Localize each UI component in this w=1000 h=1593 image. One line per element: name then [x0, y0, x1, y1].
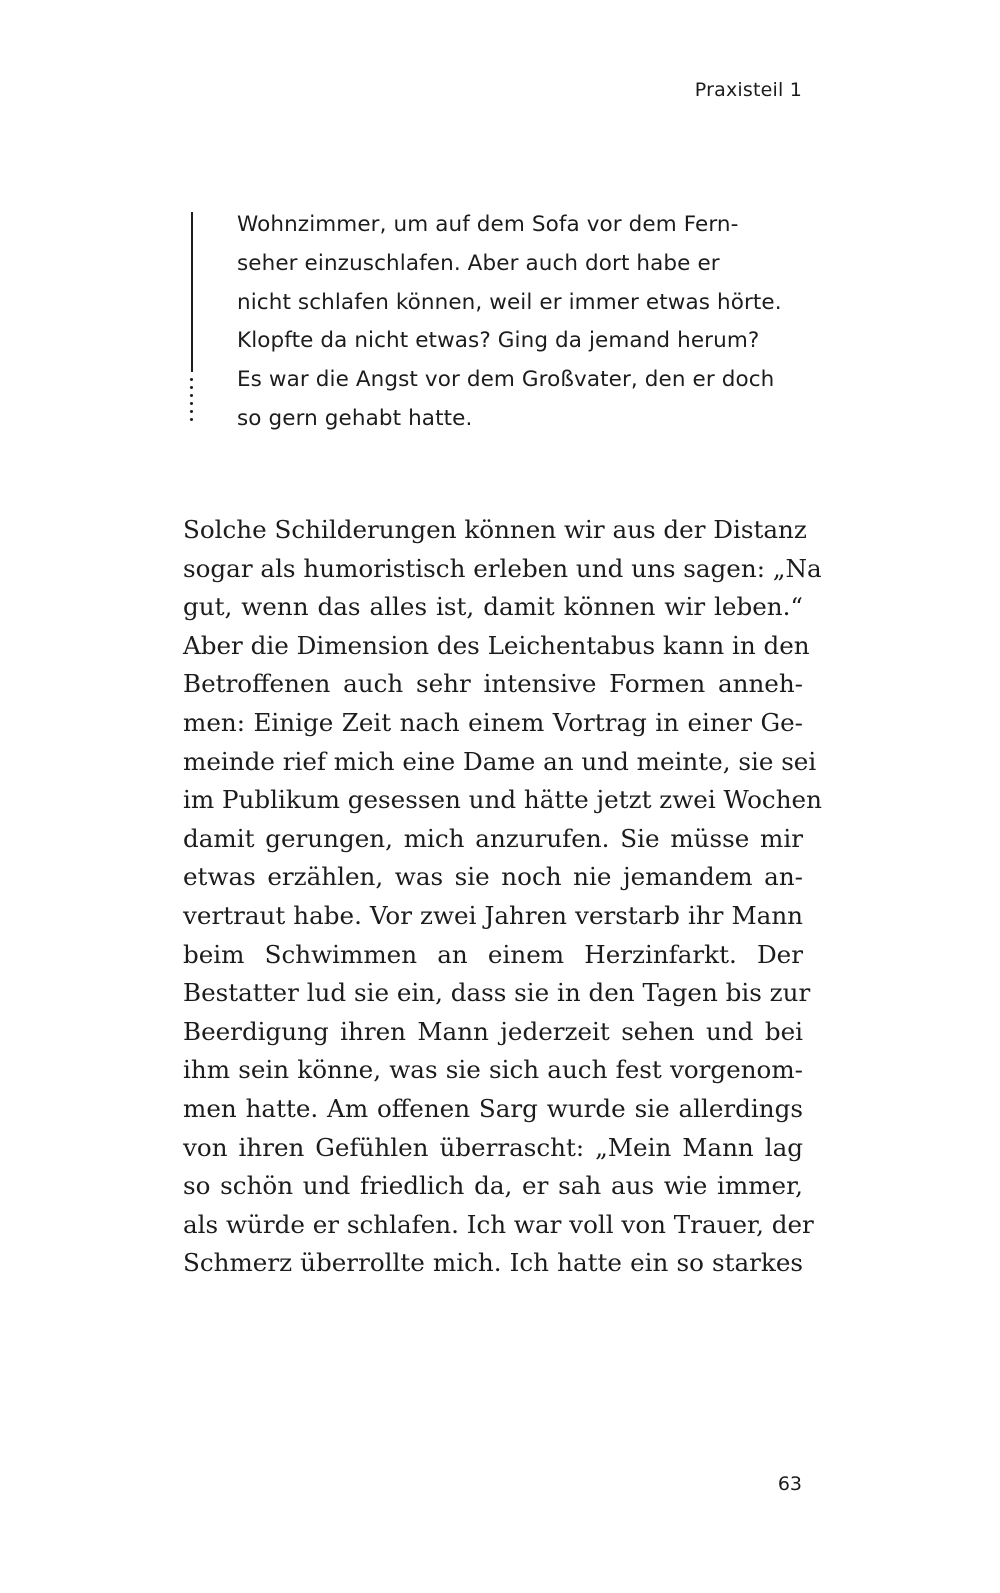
quote-text: [237, 206, 807, 439]
body-line: men hatte. Am offenen Sarg wurde sie allerdings: [183, 1093, 803, 1123]
body-line: Schmerz überrollte mich. Ich hatte ein so starkes: [183, 1248, 803, 1278]
page-number: 63: [777, 1473, 802, 1495]
body-line: men: Einige Zeit nach einem Vortrag in einer Ge-: [183, 707, 803, 737]
body-line: sogar als humoristisch erleben und uns sagen: „Na: [183, 553, 822, 583]
body-line: im Publikum gesessen und hätte jetzt zwei Wochen: [183, 785, 822, 815]
body-line: Betroffenen auch sehr intensive Formen anneh-: [183, 669, 803, 699]
body-line: von ihren Gefühlen überrascht: „Mein Mann lag: [183, 1132, 803, 1162]
body-line: so schön und friedlich da, er sah aus wie immer,: [183, 1171, 803, 1201]
quote-line: Es war die Angst vor dem Großvater, den er doch: [237, 367, 775, 393]
body-line: damit gerungen, mich anzurufen. Sie müsse mir: [183, 823, 803, 853]
quote-line: nicht schlafen können, weil er immer etwas hörte.: [237, 289, 782, 315]
case-example-quote: [183, 206, 823, 436]
body-line: meinde rief mich eine Dame an und meinte, sie sei: [183, 746, 817, 776]
quote-dotted-rule: [188, 378, 196, 426]
body-line: Solche Schilderungen können wir aus der Distanz: [183, 515, 807, 544]
body-paragraph: [183, 511, 822, 1283]
body-line: Beerdigung ihren Mann jederzeit sehen und bei: [183, 1016, 803, 1046]
body-line: als würde er schlafen. Ich war voll von Trauer, der: [183, 1209, 814, 1239]
body-line: Aber die Dimension des Leichentabus kann in den: [183, 630, 810, 660]
quote-vertical-rule: [191, 212, 193, 372]
quote-line: seher einzuschlafen. Aber auch dort habe er: [237, 250, 720, 276]
body-line: gut, wenn das alles ist, damit können wir leben.“: [183, 592, 803, 622]
running-head: Praxisteil 1: [694, 79, 802, 101]
body-line: etwas erzählen, was sie noch nie jemandem an-: [183, 862, 803, 892]
quote-line: Klopfte da nicht etwas? Ging da jemand herum?: [237, 328, 760, 354]
body-line: Bestatter lud sie ein, dass sie in den Tagen bis zur: [183, 978, 811, 1008]
body-line: ihm sein könne, was sie sich auch fest vorgenom-: [183, 1055, 803, 1085]
body-line: vertraut habe. Vor zwei Jahren verstarb ihr Mann: [183, 900, 803, 930]
quote-line: so gern gehabt hatte.: [237, 405, 473, 431]
quote-line: Wohnzimmer, um auf dem Sofa vor dem Fern-: [237, 212, 739, 237]
body-line: beim Schwimmen an einem Herzinfarkt. Der: [183, 939, 803, 969]
